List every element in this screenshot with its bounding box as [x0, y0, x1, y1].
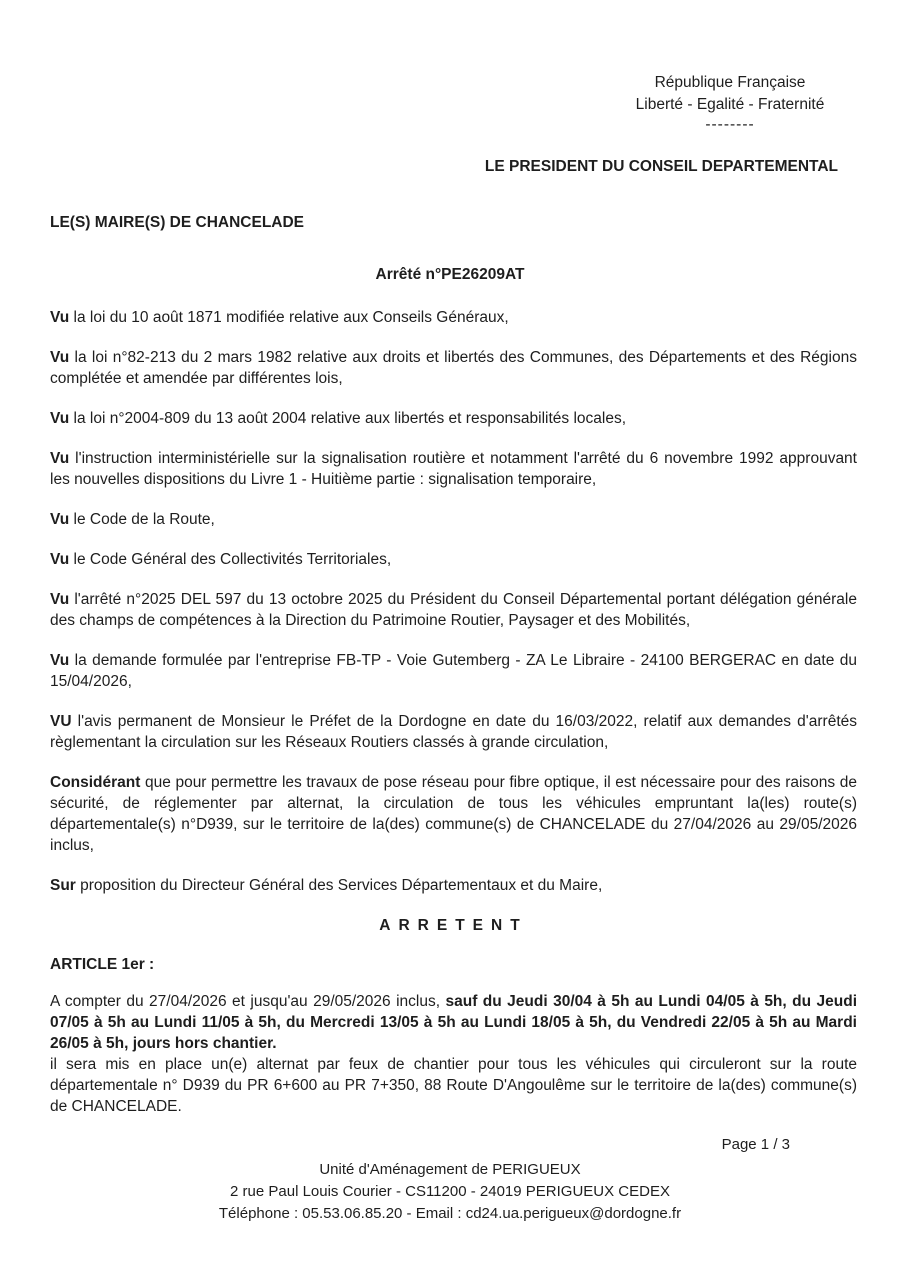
recital-lead: Vu: [50, 551, 70, 568]
recital-text: la loi n°82-213 du 2 mars 1982 relative aux droits et libertés des Communes, des Départements et des Régions complétée et amendée par différentes lois,: [50, 349, 857, 387]
recital-paragraph: [50, 448, 857, 490]
president-title: LE PRESIDENT DU CONSEIL DEPARTEMENTAL: [484, 158, 838, 175]
recital-paragraph: [50, 408, 857, 429]
recital-paragraph: [50, 875, 857, 896]
recital-paragraph: [50, 650, 857, 692]
recital-lead: Vu: [50, 591, 70, 608]
recital-lead: Vu: [50, 309, 70, 326]
article1-heading: ARTICLE 1er :: [50, 956, 155, 973]
republic-header: [585, 72, 875, 134]
recital-paragraph: [50, 347, 857, 389]
recital-lead: Vu: [50, 450, 70, 467]
page-footer: [0, 1134, 900, 1225]
recital-paragraph: [50, 589, 857, 631]
recital-text: que pour permettre les travaux de pose réseau pour fibre optique, il est nécessaire pour des raisons de sécurité, de réglementer par alternat, la circulation de tous les véhicules empruntant la(les) route(s) départementale(s) n°D939, sur le territoire de la(des) commune(s) de CHANCELADE du 27/04/2026 au 29/05/2026 inclus,: [50, 774, 857, 854]
recital-lead: Sur: [50, 877, 76, 894]
page-indicator: Page 1 / 3: [721, 1136, 790, 1153]
recital-text: le Code de la Route,: [69, 511, 215, 528]
mayors-title: LE(S) MAIRE(S) DE CHANCELADE: [50, 214, 305, 231]
recital-lead: Vu: [50, 410, 70, 427]
recital-paragraph: [50, 711, 857, 753]
decree-number-title: Arrêté n°PE26209AT: [375, 266, 525, 283]
recital-lead: Considérant: [50, 774, 141, 791]
article1-paragraph: [50, 991, 857, 1117]
recital-text: proposition du Directeur Général des Services Départementaux et du Maire,: [75, 877, 603, 894]
recital-lead: Vu: [50, 511, 70, 528]
recital-text: l'instruction interministérielle sur la signalisation routière et notamment l'arrêté du 6 novembre 1992 approuvant les nouvelles dispositions du Livre 1 - Huitième partie : signalisation temporaire,: [50, 450, 857, 488]
footer-unit-line: Unité d'Aménagement de PERIGUEUX: [319, 1161, 581, 1178]
recital-lead: VU: [50, 713, 72, 730]
recital-lead: Vu: [50, 652, 70, 669]
recital-text: la loi du 10 août 1871 modifiée relative aux Conseils Généraux,: [69, 309, 509, 326]
decree-body: [50, 307, 857, 1117]
republic-line-1: République Française: [654, 74, 806, 91]
article1-intro: A compter du 27/04/2026 et jusqu'au 29/05/2026 inclus,: [50, 993, 446, 1010]
separator-dashes: --------: [705, 116, 755, 133]
enacting-formula: ARRETENT: [379, 917, 528, 934]
recital-lead: Vu: [50, 349, 70, 366]
recital-text: l'arrêté n°2025 DEL 597 du 13 octobre 2025 du Président du Conseil Départemental portant délégation générale des champs de compétences à la Direction du Patrimoine Routier, Paysager et des Mobilités,: [50, 591, 857, 629]
recital-paragraph: [50, 307, 857, 328]
recital-text: l'avis permanent de Monsieur le Préfet de la Dordogne en date du 16/03/2022, relatif aux demandes d'arrêtés règlementant la circulation sur les Réseaux Routiers classés à grande circulation,: [50, 713, 857, 751]
recital-paragraph: [50, 509, 857, 530]
republic-line-2: Liberté - Egalité - Fraternité: [635, 96, 825, 113]
footer-address-line: 2 rue Paul Louis Courier - CS11200 - 24019 PERIGUEUX CEDEX: [230, 1183, 670, 1200]
recital-text: la demande formulée par l'entreprise FB-TP - Voie Gutemberg - ZA Le Libraire - 24100 BERGERAC en date du 15/04/2026,: [50, 652, 857, 690]
recital-paragraph: [50, 549, 857, 570]
recital-text: le Code Général des Collectivités Territoriales,: [69, 551, 392, 568]
article1-detail: il sera mis en place un(e) alternat par feux de chantier pour tous les véhicules qui circuleront sur la route départementale n° D939 du PR 6+600 au PR 7+350, 88 Route D'Angoulême sur le territoire de la(des) commune(s) de CHANCELADE.: [50, 1056, 857, 1115]
article1-exception-dates: sauf du Jeudi 30/04 à 5h au Lundi 04/05 à 5h, du Jeudi 07/05 à 5h au Lundi 11/05 à 5h, du Mercredi 13/05 à 5h au Lundi 18/05 à 5h, du Vendredi 22/05 à 5h au Mardi 26/05 à 5h, jours hors chantier.: [50, 993, 858, 1052]
recital-paragraph: [50, 772, 857, 856]
footer-contact-line: Téléphone : 05.53.06.85.20 - Email : cd24.ua.perigueux@dordogne.fr: [218, 1205, 682, 1222]
recital-text: la loi n°2004-809 du 13 août 2004 relative aux libertés et responsabilités locales,: [69, 410, 627, 427]
